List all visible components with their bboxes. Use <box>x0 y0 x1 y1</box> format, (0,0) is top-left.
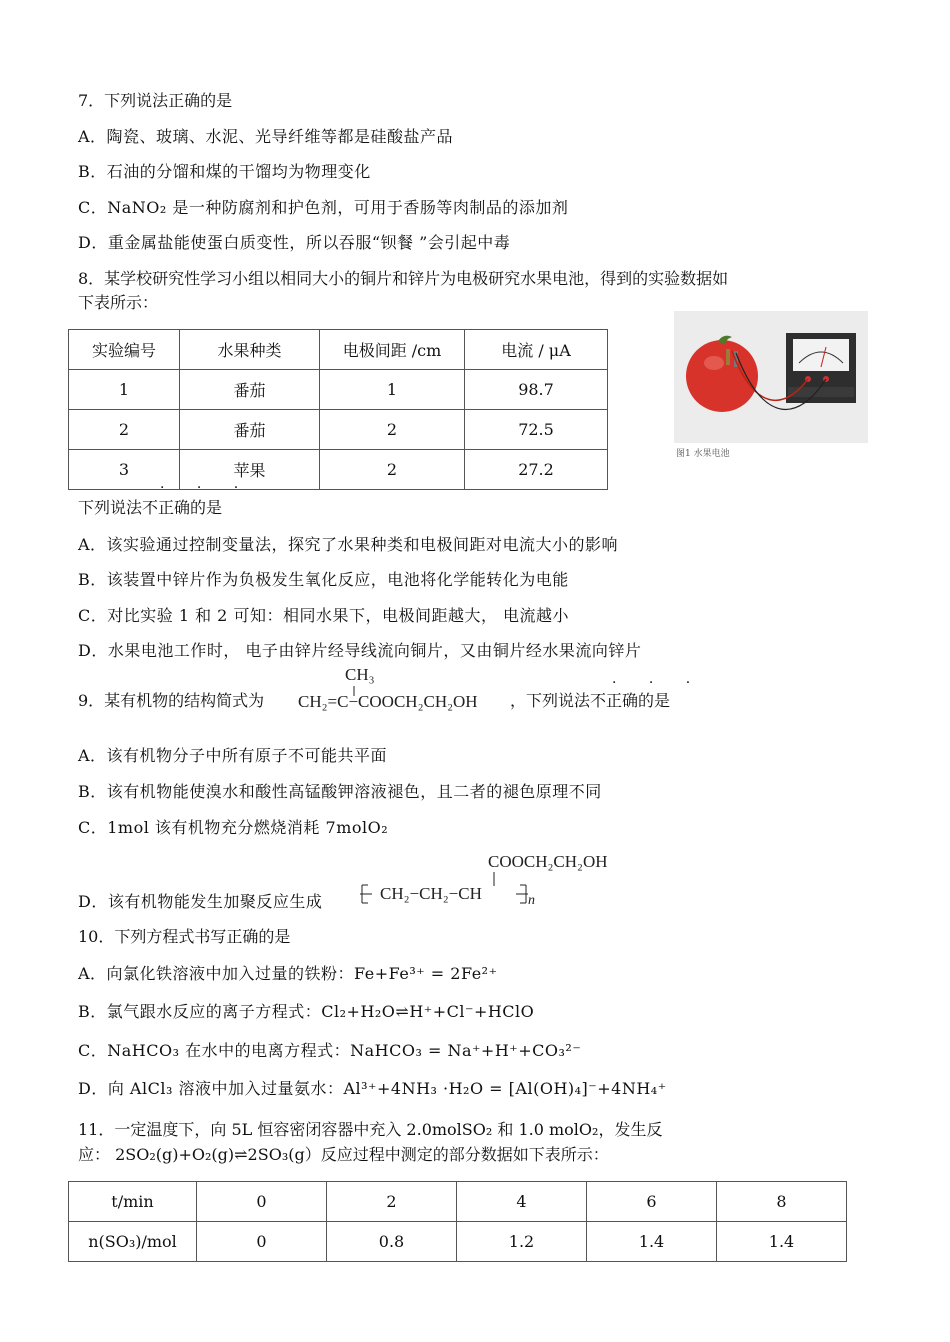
q9-option-c: C．1mol 该有机物充分燃烧消耗 7molO₂ <box>78 818 389 837</box>
q8-stem-line2: 下表所示： <box>78 293 159 312</box>
table-cell: 4 <box>457 1182 587 1222</box>
table-header-cell: 电极间距 /cm <box>320 330 465 370</box>
table-cell: 1.4 <box>587 1222 717 1262</box>
table-cell: 3 <box>69 450 180 490</box>
q8-option-d: D．水果电池工作时， 电子由锌片经导线流向铜片，又由铜片经水果流向锌片 <box>78 641 642 660</box>
q7-stem: 7．下列说法正确的是 <box>78 91 233 110</box>
emphasis-dots: · · · <box>612 675 705 691</box>
q10-stem: 10．下列方程式书写正确的是 <box>78 927 291 946</box>
table-cell: 2 <box>320 450 465 490</box>
q9-polymer-chain: CH₂−CH₂−CH <box>380 884 482 903</box>
polymer-bracket-right <box>516 882 528 906</box>
q8-question: 下列说法不正确的是 <box>78 498 223 517</box>
table-cell: 6 <box>587 1182 717 1222</box>
figure-caption: 图1 水果电池 <box>676 449 730 459</box>
q9-option-b: B．该有机物能使溴水和酸性高锰酸钾溶液褪色，且二者的褪色原理不同 <box>78 782 602 801</box>
table-cell: 0.8 <box>327 1222 457 1262</box>
table-row <box>69 450 608 490</box>
table-header-row <box>69 330 608 370</box>
q10-option-a: A．向氯化铁溶液中加入过量的铁粉：Fe+Fe³⁺ = 2Fe²⁺ <box>78 964 498 983</box>
q9-option-a: A．该有机物分子中所有原子不可能共平面 <box>78 746 388 765</box>
q10-option-d: D．向 AlCl₃ 溶液中加入过量氨水：Al³⁺+4NH₃ ·H₂O = [Al(OH)₄]⁻+4NH₄⁺ <box>78 1079 667 1098</box>
q8-data-table <box>68 329 608 490</box>
q8-option-a: A．该实验通过控制变量法，探究了水果种类和电极间距对电流大小的影响 <box>78 535 619 554</box>
q7-option-c: C．NaNO₂ 是一种防腐剂和护色剂，可用于香肠等肉制品的添加剂 <box>78 198 569 217</box>
emphasis-dots: · · · <box>160 480 253 496</box>
table-cell: 0 <box>197 1222 327 1262</box>
table-row <box>69 370 608 410</box>
table-row <box>69 1222 847 1262</box>
q9-stem-prefix: 9．某有机物的结构简式为 <box>78 691 265 710</box>
table-cell: 72.5 <box>465 410 608 450</box>
q11-stem-line2: 应： 2SO₂(g)+O₂(g)⇌2SO₃(g）反应过程中测定的部分数据如下表所示： <box>78 1145 609 1164</box>
q10-option-c: C．NaHCO₃ 在水中的电离方程式：NaHCO₃ = Na⁺+H⁺+CO₃²⁻ <box>78 1041 582 1060</box>
q9-option-d: D．该有机物能发生加聚反应生成 <box>78 892 323 911</box>
q7-option-b: B．石油的分馏和煤的干馏均为物理变化 <box>78 162 371 181</box>
table-cell: 1 <box>320 370 465 410</box>
table-cell: 2 <box>327 1182 457 1222</box>
table-cell: t/min <box>69 1182 197 1222</box>
table-cell: 番茄 <box>180 370 320 410</box>
table-row <box>69 410 608 450</box>
table-cell: 98.7 <box>465 370 608 410</box>
q7-option-a: A．陶瓷、玻璃、水泥、光导纤维等都是硅酸盐产品 <box>78 127 454 146</box>
table-cell: 0 <box>197 1182 327 1222</box>
q11-data-table <box>68 1181 847 1262</box>
table-cell: 苹果 <box>180 450 320 490</box>
table-cell: 2 <box>69 410 180 450</box>
table-cell: n(SO₃)/mol <box>69 1222 197 1262</box>
polymer-bracket-left <box>360 882 372 906</box>
q8-option-b: B．该装置中锌片作为负极发生氧化反应，电池将化学能转化为电能 <box>78 570 569 589</box>
q9-stem-suffix: ，下列说法不正确的是 <box>510 691 671 710</box>
q9-polymer-bond <box>492 872 496 886</box>
q8-option-c: C．对比实验 1 和 2 可知：相同水果下，电极间距越大， 电流越小 <box>78 606 570 625</box>
q9-bond-line <box>352 686 356 696</box>
table-cell: 番茄 <box>180 410 320 450</box>
q11-stem-line1: 11．一定温度下，向 5L 恒容密闭容器中充入 2.0molSO₂ 和 1.0 molO₂，发生反 <box>78 1120 663 1139</box>
q9-polymer-n: n <box>528 893 535 908</box>
table-cell: 1.4 <box>717 1222 847 1262</box>
q7-option-d: D．重金属盐能使蛋白质变性，所以吞服“钡餐 ”会引起中毒 <box>78 233 511 252</box>
table-cell: 1 <box>69 370 180 410</box>
table-header-cell: 电流 / μA <box>465 330 608 370</box>
q9-structural-formula: CH₂=C−COOCH₂CH₂OH <box>298 692 478 711</box>
table-row <box>69 1182 847 1222</box>
fruit-battery-photo <box>674 311 868 461</box>
table-cell: 2 <box>320 410 465 450</box>
table-cell: 1.2 <box>457 1222 587 1262</box>
table-cell: 8 <box>717 1182 847 1222</box>
table-cell: 27.2 <box>465 450 608 490</box>
q8-stem-line1: 8．某学校研究性学习小组以相同大小的铜片和锌片为电极研究水果电池，得到的实验数据如 <box>78 269 729 288</box>
q10-option-b: B．氯气跟水反应的离子方程式：Cl₂+H₂O⇌H⁺+Cl⁻+HClO <box>78 1002 535 1021</box>
table-header-cell: 水果种类 <box>180 330 320 370</box>
q9-polymer-substituent: COOCH₂CH₂OH <box>488 852 608 871</box>
q9-formula-ch3: CH₃ <box>345 665 375 684</box>
table-header-cell: 实验编号 <box>69 330 180 370</box>
